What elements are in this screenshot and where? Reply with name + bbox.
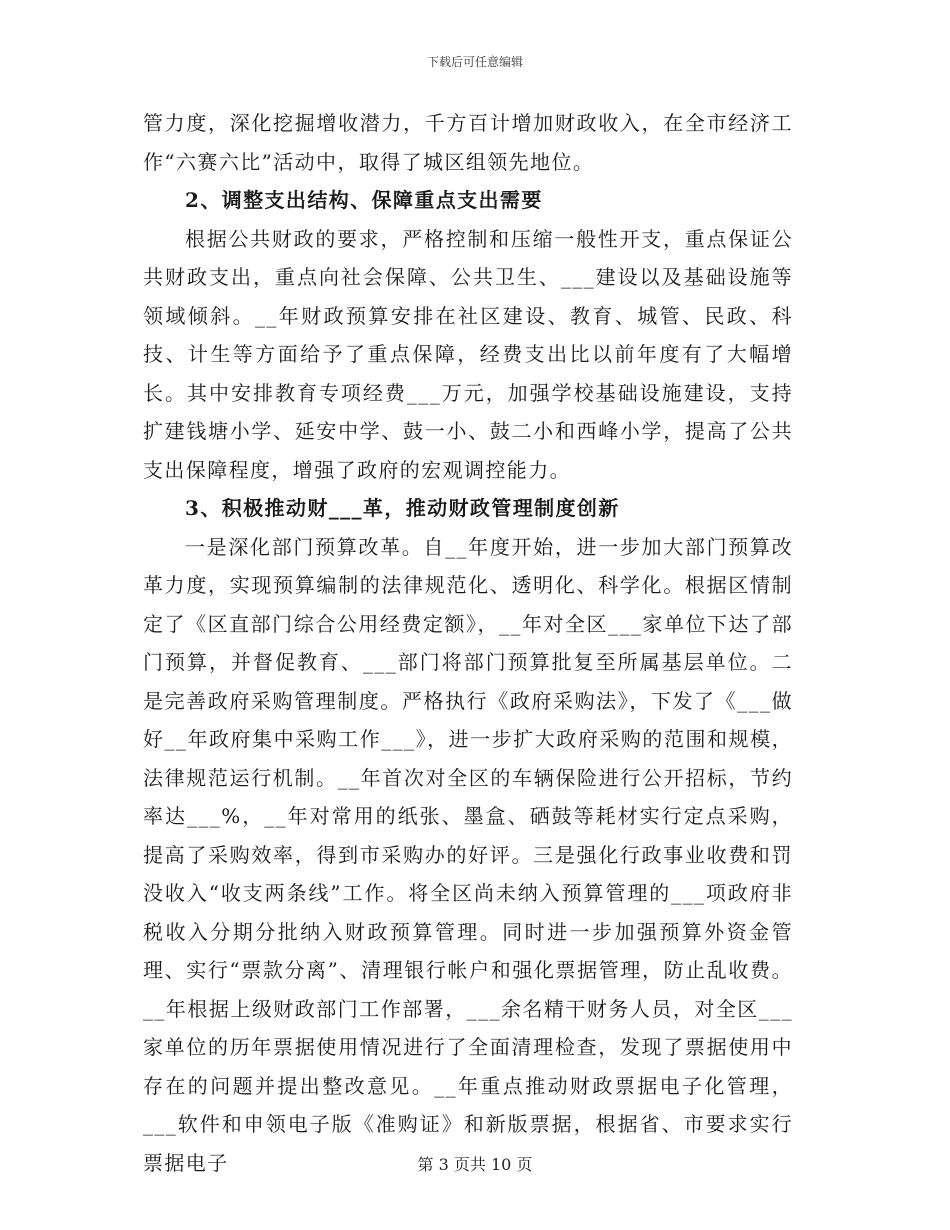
paragraph-continued: 管力度，深化挖掘增收潜力，千方百计增加财政收入，在全市经济工作“六赛六比”活动中，取得了城区组领先地位。 [143,111,793,174]
page-header: 下载后可任意编辑 [426,55,523,69]
paragraph-2: 根据公共财政的要求，严格控制和压缩一般性开支，重点保证公共财政支出，重点向社会保障、公共卫生、___建设以及基础设施等领域倾斜。__年财政预算安排在社区建设、教育、城管、民政、科技、计生等方面给予了重点保障，经费支出比以前年度有了大幅增长。其中安排教育专项经费___万元，加强学校基础设施建设，支持扩建钱塘小学、延安中学、鼓一小、鼓二小和西峰小学，提高了公共支出保障程度，增强了政府的宏观调控能力。 [143,226,793,482]
document-body [143,104,793,1182]
paragraph-3: 一是深化部门预算改革。自__年度开始，进一步加大部门预算改革力度，实现预算编制的法律规范化、透明化、科学化。根据区情制定了《区直部门综合公用经费定额》，__年对全区___家单位下达了部门预算，并督促教育、___部门将部门预算批复至所属基层单位。二是完善政府采购管理制度。严格执行《政府采购法》，下发了《___做好__年政府集中采购工作___》，进一步扩大政府采购的范围和规模，法律规范运行机制。__年首次对全区的车辆保险进行公开招标，节约率达___%，__年对常用的纸张、墨盒、硒鼓等耗材实行定点采购，提高了采购效率，得到市采购办的好评。三是强化行政事业收费和罚没收入“收支两条线”工作。将全区尚未纳入预算管理的___项政府非税收入分期分批纳入财政预算管理。同时进一步加强预算外资金管理、实行“票款分离”、清理银行帐户和强化票据管理，防止乱收费。__年根据上级财政部门工作部署，___余名精干财务人员，对全区___家单位的历年票据使用情况进行了全面清理检查，发现了票据使用中存在的问题并提出整改意见。__年重点推动财政票据电子化管理，___软件和申领电子版《准购证》和新版票据，根据省、市要求实行票据电子 [143,534,793,1175]
section-heading-2: 2、调整支出结构、保障重点支出需要 [185,188,543,212]
section-heading-3: 3、积极推动财___革，推动财政管理制度创新 [185,496,620,520]
page-footer: 第 3 页共 10 页 [417,1155,533,1174]
